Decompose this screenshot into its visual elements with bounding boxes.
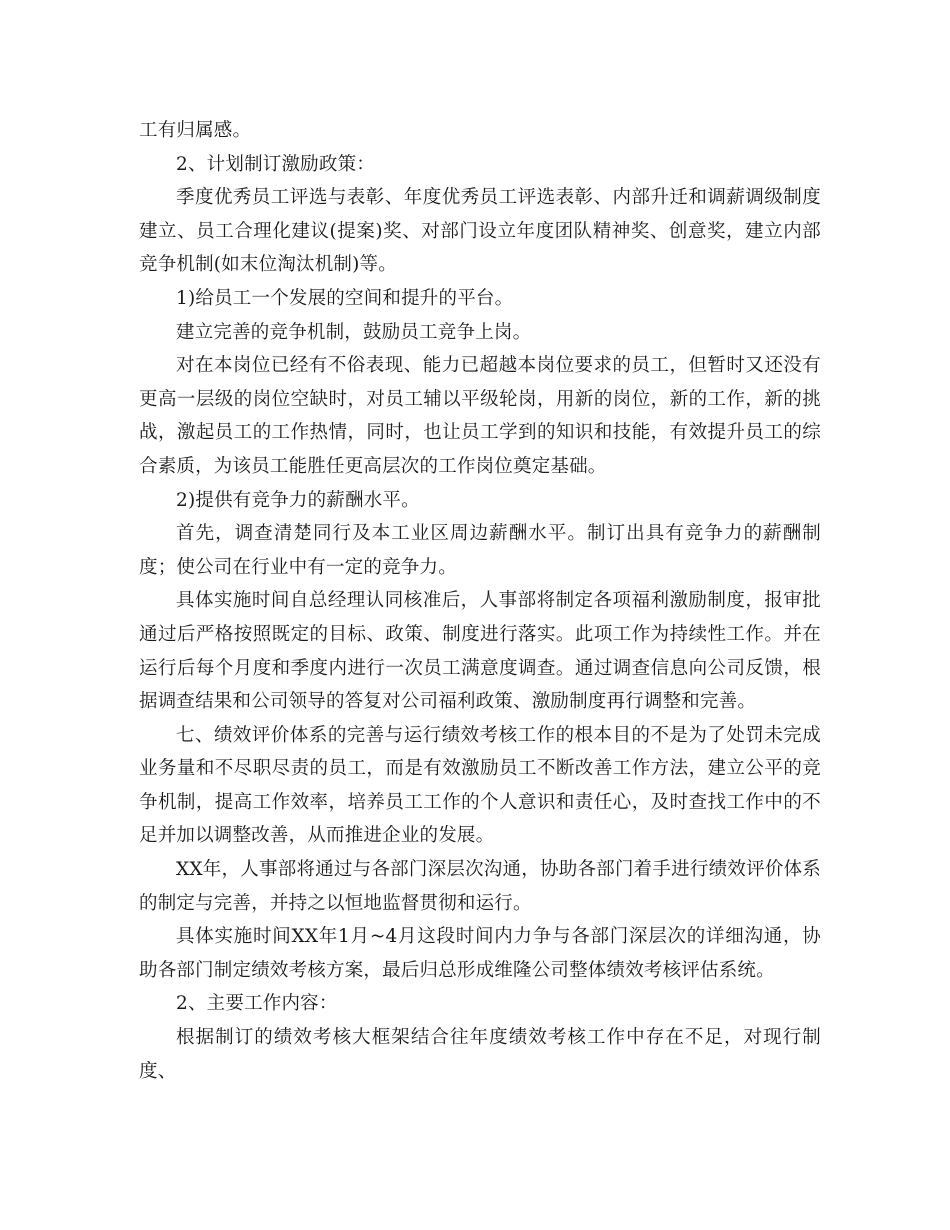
paragraph-subheading-salary: 2)提供有竞争力的薪酬水平。 xyxy=(176,489,420,511)
paragraph-heading-incentive-policy: 2、计划制订激励政策： xyxy=(176,153,375,175)
paragraph-incentive-list: 季度优秀员工评选与表彰、年度优秀员工评选表彰、内部升迁和调薪调级制度建立、员工合理化建议(提案)奖、对部门设立年度团队精神奖、创意奖，建立内部竞争机制(如末位淘汰机制)等。 xyxy=(139,187,821,276)
paragraph-implementation-time: 具体实施时间自总经理认同核准后，人事部将制定各项福利激励制度，报审批通过后严格按照既定的目标、政策、制度进行落实。此项工作为持续性工作。并在运行后每个月度和季度内进行一次员工满意度调查。通过调查信息向公司反馈，根据调查结果和公司领导的答复对公司福利政策、激励制度再行调整和完善。 xyxy=(139,590,821,713)
paragraph-subheading-development: 1)给员工一个发展的空间和提升的平台。 xyxy=(176,287,514,309)
paragraph-job-rotation: 对在本岗位已经有不俗表现、能力已超越本岗位要求的员工，但暂时又还没有更高一层级的岗位空缺时，对员工辅以平级轮岗，用新的岗位，新的工作，新的挑战，激起员工的工作热情，同时，也让员工学到的知识和技能，有效提升员工的综合素质，为该员工能胜任更高层次的工作岗位奠定基础。 xyxy=(139,355,821,477)
paragraph-continuation: 工有归属感。 xyxy=(139,120,252,141)
paragraph-hr-plan: XX年，人事部将通过与各部门深层次沟通，协助各部门着手进行绩效评价体系的制定与完善，并持之以恒地监督贯彻和运行。 xyxy=(139,859,821,914)
paragraph-heading-main-work: 2、主要工作内容： xyxy=(176,993,338,1015)
document-body xyxy=(139,114,821,1088)
paragraph-section-performance: 七、绩效评价体系的完善与运行绩效考核工作的根本目的不是为了处罚未完成业务量和不尽职尽责的员工，而是有效激励员工不断改善工作方法，建立公平的竞争机制，提高工作效率，培养员工工作的个人意识和责任心，及时查找工作中的不足并加以调整改善，从而推进企业的发展。 xyxy=(139,724,821,847)
paragraph-main-work-content: 根据制订的绩效考核大框架结合往年度绩效考核工作中存在不足，对现行制度、 xyxy=(139,1027,821,1082)
paragraph-competition-mechanism: 建立完善的竞争机制，鼓励员工竞争上岗。 xyxy=(176,321,532,343)
paragraph-salary-survey: 首先，调查清楚同行及本工业区周边薪酬水平。制订出具有竞争力的薪酬制度；使公司在行业中有一定的竞争力。 xyxy=(139,523,821,578)
paragraph-performance-schedule: 具体实施时间XX年1月~4月这段时间内力争与各部门深层次的详细沟通，协助各部门制定绩效考核方案，最后归总形成维隆公司整体绩效考核评估系统。 xyxy=(139,926,821,981)
